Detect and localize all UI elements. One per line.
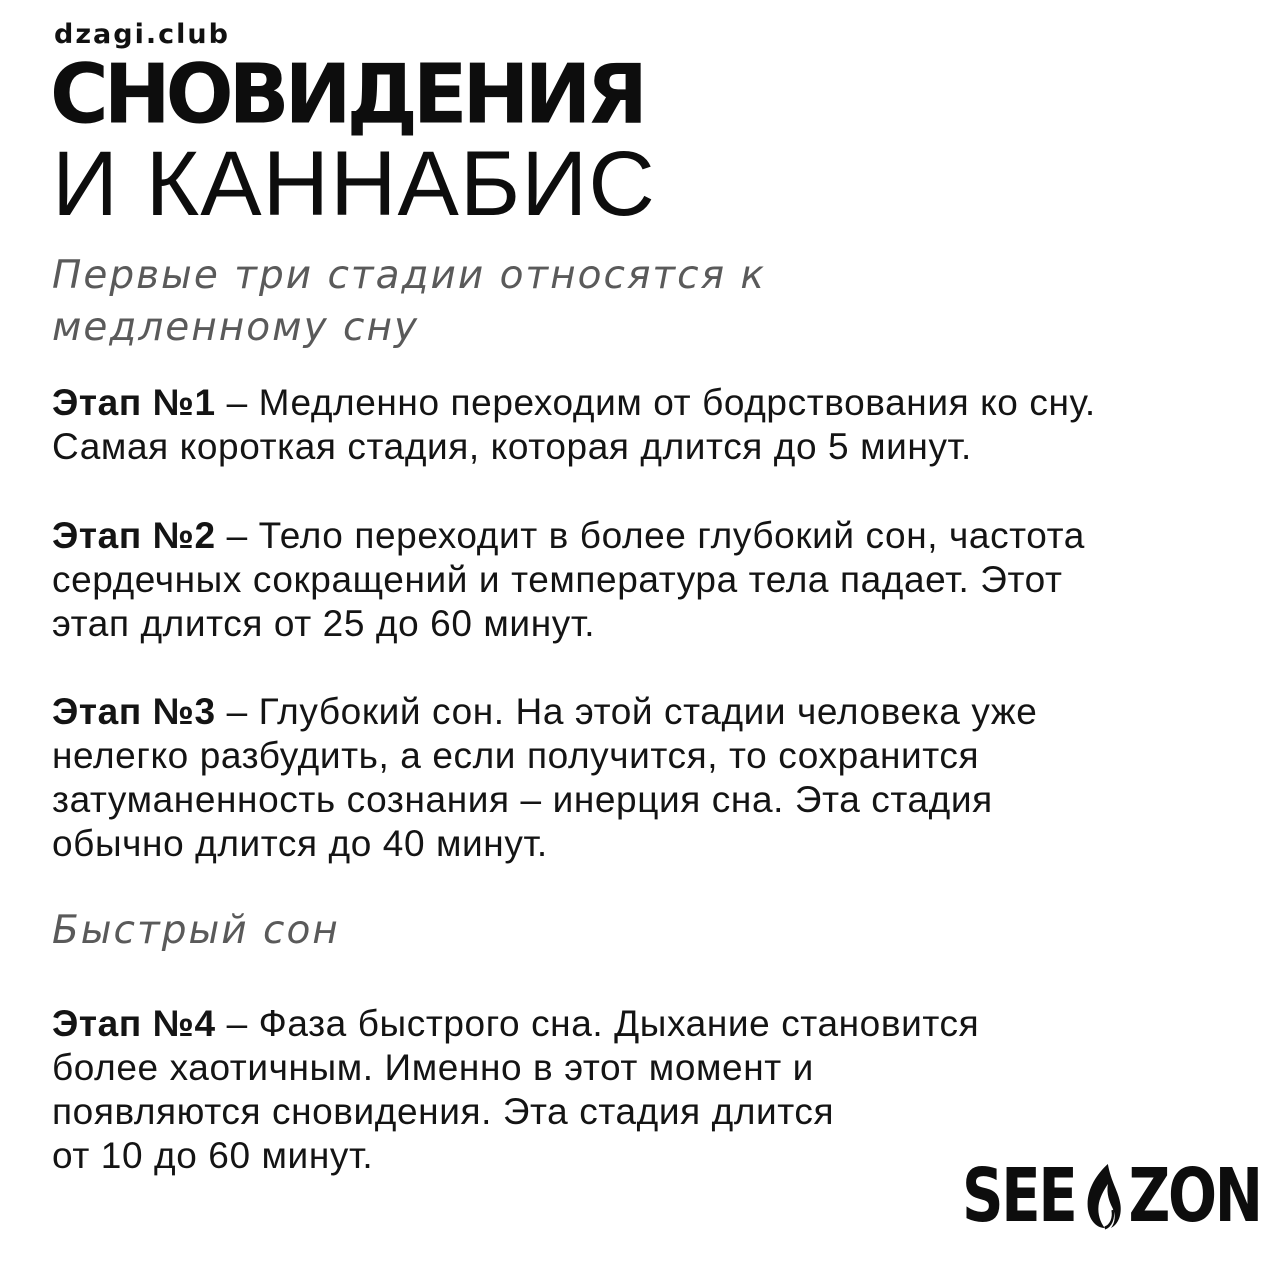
stage-2-line-2: сердечных сокращений и температура тела падает. Этот	[52, 559, 1063, 600]
stage-1-heading: Этап №1	[52, 382, 216, 423]
stage-1-paragraph	[52, 381, 1242, 469]
stage-1-line-1	[52, 381, 1242, 425]
stage-2-heading: Этап №2	[52, 515, 216, 556]
stage-1-line-2: Самая короткая стадия, которая длится до 5 минут.	[52, 426, 972, 467]
stage-3-line-3: затуманенность сознания – инерция сна. Эта стадия	[52, 779, 993, 820]
title-line-2: И КАННАБИС	[52, 133, 656, 235]
stage-3-text: – Глубокий сон. На этой стадии человека уже	[215, 691, 1038, 732]
stage-4-heading: Этап №4	[52, 1003, 216, 1044]
stage-4-line-1	[52, 1002, 1242, 1046]
stage-2-line-1	[52, 514, 1242, 558]
stage-1-text: – Медленно переходим от бодрствования ко сну.	[215, 382, 1096, 423]
stage-4-line-2: более хаотичным. Именно в этот момент и	[52, 1047, 814, 1088]
stage-3-line-2: нелегко разбудить, а если получится, то сохранится	[52, 735, 980, 776]
stage-3-line-4: обычно длится до 40 минут.	[52, 823, 548, 864]
logo-text-right: ZON	[1128, 1153, 1261, 1239]
subtitle-line-1: Первые три стадии относятся к	[52, 253, 766, 298]
stage-4-line-4: от 10 до 60 минут.	[52, 1135, 374, 1176]
stage-2-text: – Тело переходит в более глубокий сон, частота	[215, 515, 1085, 556]
stage-2-paragraph	[52, 514, 1242, 646]
flame-icon	[1077, 1160, 1127, 1232]
subtitle	[52, 250, 952, 354]
brand-logo	[962, 1153, 1261, 1239]
logo-text-left: SEE	[962, 1153, 1076, 1239]
stage-3-heading: Этап №3	[52, 691, 216, 732]
stage-4-line-3: появляются сновидения. Эта стадия длится	[52, 1091, 835, 1132]
site-name: dzagi.club	[54, 19, 230, 50]
subtitle-line-2: медленному сну	[52, 305, 420, 350]
stage-2-line-3: этап длится от 25 до 60 минут.	[52, 603, 596, 644]
stage-4-paragraph	[52, 1002, 1242, 1178]
stage-3-line-1	[52, 690, 1242, 734]
title-line-1: СНОВИДЕНИЯ	[50, 46, 644, 142]
stage-3-paragraph	[52, 690, 1242, 866]
stage-4-text: – Фаза быстрого сна. Дыхание становится	[215, 1003, 980, 1044]
section-heading: Быстрый сон	[52, 908, 340, 953]
